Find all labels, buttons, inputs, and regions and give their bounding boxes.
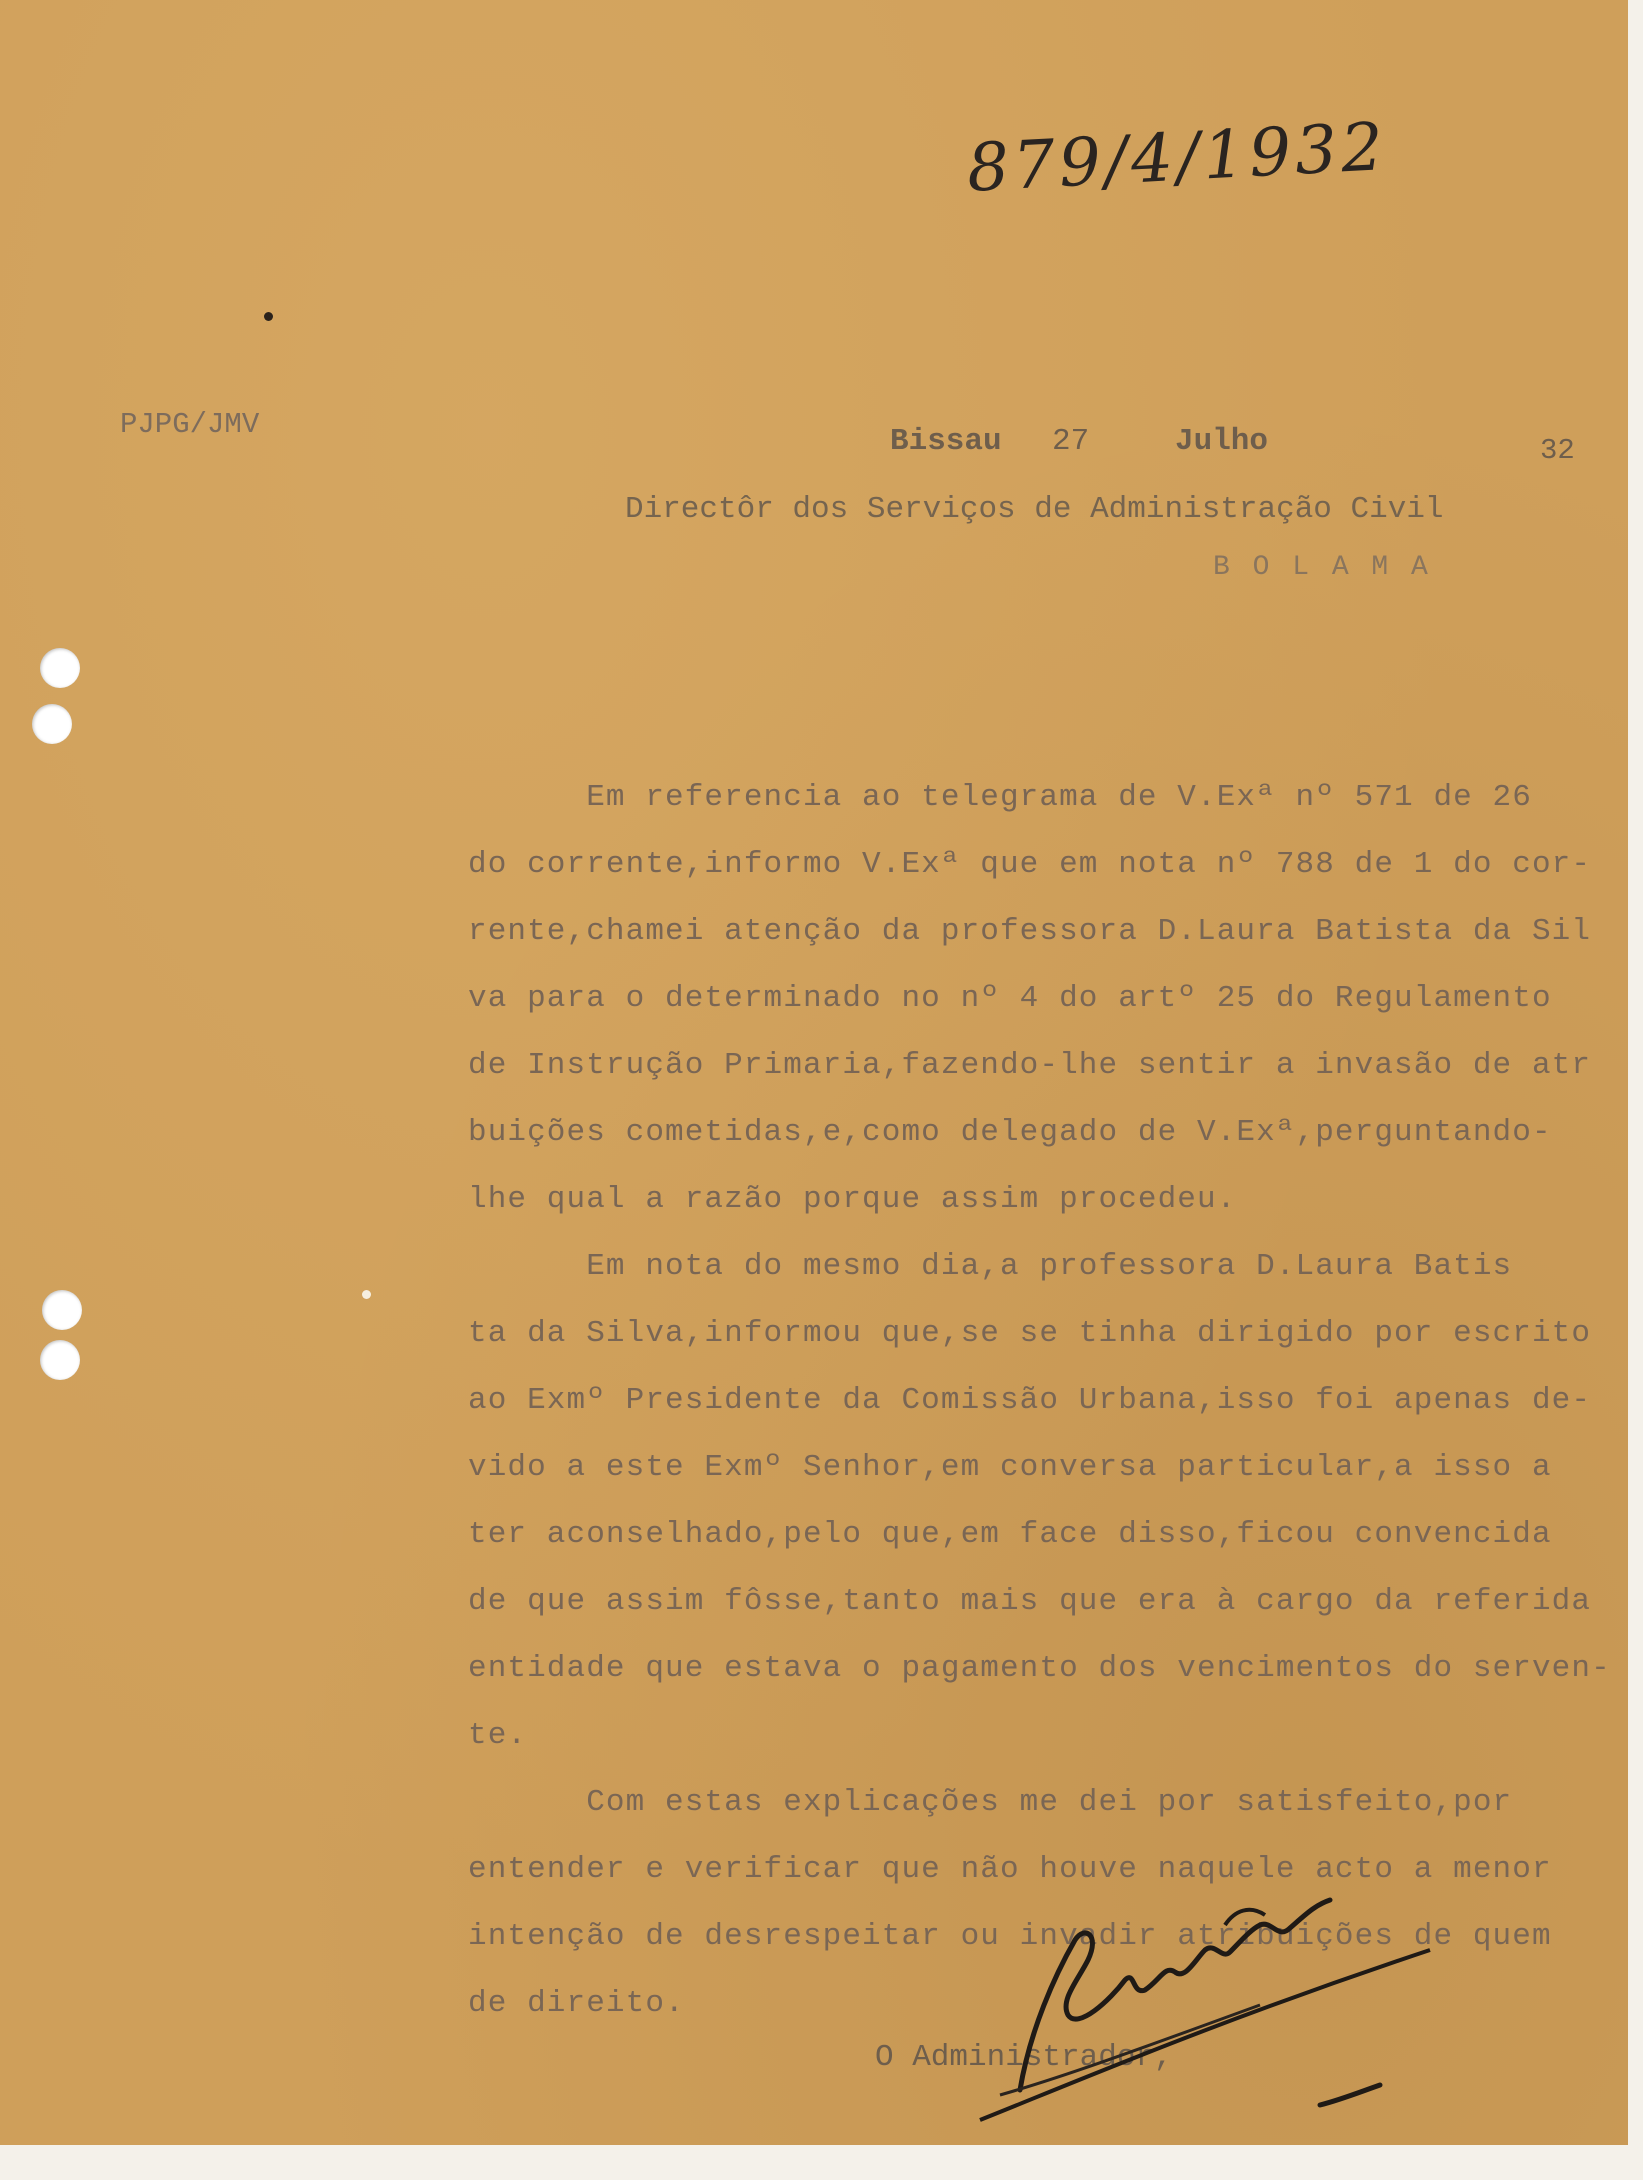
body-line-4: va para o determinado no nº 4 do artº 25 do Regulamento bbox=[468, 981, 1552, 1016]
body-line-15: te. bbox=[468, 1718, 528, 1753]
body-line-5: de Instrução Primaria,fazendo-lhe sentir a invasão de atr bbox=[468, 1048, 1592, 1083]
addressee-place: B O L A M A bbox=[1213, 552, 1431, 583]
body-line-7: lhe qual a razão porque assim procedeu. bbox=[468, 1182, 1237, 1217]
punch-hole-2 bbox=[32, 704, 72, 744]
body-line-1: Em referencia ao telegrama de V.Exª nº 571 de 26 bbox=[468, 780, 1532, 815]
date-day: 27 bbox=[1052, 424, 1090, 459]
date-year: 32 bbox=[1540, 434, 1575, 467]
body-line-2: do corrente,informo V.Exª que em nota nº 788 de 1 do cor- bbox=[468, 847, 1592, 882]
scan-border-right bbox=[1628, 0, 1643, 2180]
reference-code: PJPG/JMV bbox=[120, 408, 260, 441]
paper-speck bbox=[362, 1290, 371, 1299]
body-line-17: entender e verificar que não houve naquele acto a menor bbox=[468, 1852, 1552, 1887]
body-line-9: ta da Silva,informou que,se se tinha dirigido por escrito bbox=[468, 1316, 1592, 1351]
scan-border-bottom bbox=[0, 2145, 1643, 2180]
addressee-line: Directôr dos Serviços de Administração Civil bbox=[625, 492, 1444, 527]
signature bbox=[960, 1880, 1440, 2140]
body-line-11: vido a este Exmº Senhor,em conversa particular,a isso a bbox=[468, 1450, 1552, 1485]
body-line-13: de que assim fôsse,tanto mais que era à cargo da referida bbox=[468, 1584, 1592, 1619]
body-line-16: Com estas explicações me dei por satisfeito,por bbox=[468, 1785, 1513, 1820]
closing-title: O Administrador, bbox=[875, 2040, 1173, 2075]
body-line-8: Em nota do mesmo dia,a professora D.Laura Batis bbox=[468, 1249, 1513, 1284]
body-line-19: de direito. bbox=[468, 1986, 685, 2021]
date-month: Julho bbox=[1175, 424, 1269, 459]
ink-speck bbox=[264, 312, 273, 321]
archive-number: 879/4/1932 bbox=[965, 107, 1389, 207]
body-line-14: entidade que estava o pagamento dos vencimentos do serven- bbox=[468, 1651, 1611, 1686]
punch-hole-3 bbox=[42, 1290, 82, 1330]
body-line-18: intenção de desrespeitar ou invadir atribuições de quem bbox=[468, 1919, 1552, 1954]
body-line-6: buições cometidas,e,como delegado de V.Exª,perguntando- bbox=[468, 1115, 1552, 1150]
body-line-12: ter aconselhado,pelo que,em face disso,ficou convencida bbox=[468, 1517, 1552, 1552]
date-place: Bissau bbox=[890, 424, 1002, 459]
punch-hole-1 bbox=[40, 648, 80, 688]
body-line-10: ao Exmº Presidente da Comissão Urbana,isso foi apenas de- bbox=[468, 1383, 1592, 1418]
body-line-3: rente,chamei atenção da professora D.Laura Batista da Sil bbox=[468, 914, 1592, 949]
punch-hole-4 bbox=[40, 1340, 80, 1380]
